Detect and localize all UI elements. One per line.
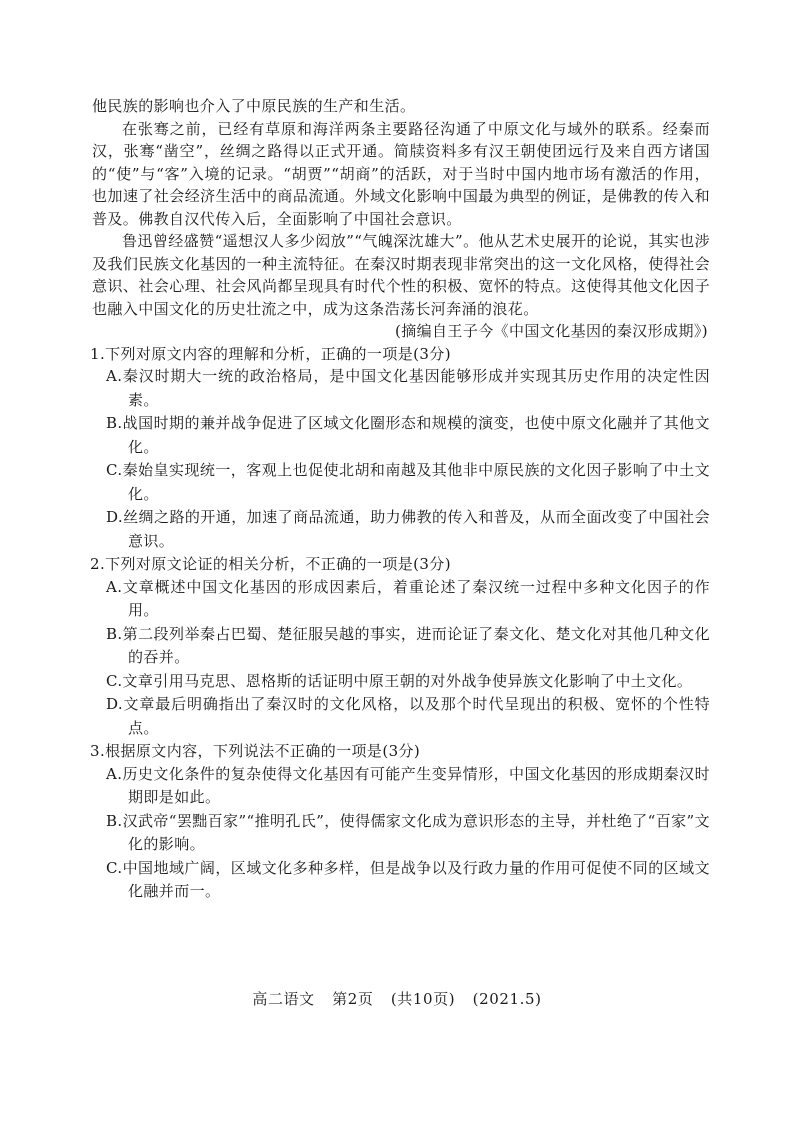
option-a: A.历史文化条件的复杂使得文化基因有可能产生变异情形，中国文化基因的形成期秦汉时期即是如此。 [106,764,710,806]
question-stem: 3.根据原文内容，下列说法不正确的一项是(3分) [90,742,421,760]
option-d: D.丝绸之路的开通，加速了商品流通，助力佛教的传入和普及，从而全面改变了中国社会意识。 [106,508,710,550]
option-a: A.文章概述中国文化基因的形成因素后，着重论述了秦汉统一过程中多种文化因子的作用。 [106,577,710,619]
passage-paragraph-3: 鲁迅曾经盛赞“遥想汉人多少闳放”“气魄深沈雄大”。他从艺术史展开的论说，其实也涉及我们民族文化基因的一种主流特征。在秦汉时期表现非常突出的这一文化风格，使得社会意识、社会心理、社会风尚都呈现具有时代个性的积极、宽怀的特点。这使得其他文化因子也融入中国文化的历史壮流之中，成为这条浩荡长河奔涌的浪花。 [92,232,710,318]
passage-paragraph-1: 他民族的影响也介入了中原民族的生产和生活。 [92,97,416,115]
option-d: D.文章最后明确指出了秦汉时的文化风格，以及那个时代呈现出的积极、宽怀的个性特点。 [106,695,710,737]
question-stem: 1.下列对原文内容的理解和分析，正确的一项是(3分) [90,344,451,363]
footer-total-pages: (共10页) [390,990,456,1008]
option-c: C.文章引用马克思、恩格斯的话证明中原王朝的对外战争使异族文化影响了中土文化。 [106,671,693,690]
passage-source: (摘编自王子今《中国文化基因的秦汉形成期》) [394,322,708,340]
question-1 [92,343,710,554]
option-a: A.秦汉时期大一统的政治格局，是中国文化基因能够形成并实现其历史作用的决定性因素。 [106,367,710,409]
option-c: C.中国地域广阔，区域文化多种多样，但是战争以及行政力量的作用可促使不同的区域文化融并而一。 [106,858,710,900]
page-footer [0,988,794,1009]
footer-subject: 高二语文 [252,990,315,1008]
question-stem: 2.下列对原文论证的相关分析，不正确的一项是(3分) [90,555,451,573]
option-b: B.汉武帝“罢黜百家”“推明孔氏”，使得儒家文化成为意识形态的主导，并杜绝了“百家”文化的影响。 [106,811,711,853]
question-2 [92,553,710,740]
option-c: C.秦始皇实现统一，客观上也促使北胡和南越及其他非中原民族的文化因子影响了中土文化。 [106,461,710,503]
reading-passage [92,95,710,343]
option-b: B.战国时期的兼并战争促进了区域文化圈形态和规模的演变，也使中原文化融并了其他文化。 [106,414,710,456]
option-b: B.第二段列举秦占巴蜀、楚征服吴越的事实，进而论证了秦文化、楚文化对其他几种文化的吞并。 [106,624,710,666]
footer-date: (2021.5) [472,990,542,1008]
footer-page-number: 第2页 [332,990,374,1008]
question-3 [92,740,710,904]
passage-paragraph-2: 在张骞之前，已经有草原和海洋两条主要路径沟通了中原文化与域外的联系。经秦而汉，张骞“凿空”，丝绸之路得以正式开通。简牍资料多有汉王朝使团远行及来自西方诸国的“使”与“客”入境的记录。“胡贾”“胡商”的活跃，对于当时中国内地市场有激活的作用，也加速了社会经济生活中的商品流通。外域文化影响中国最为典型的例证，是佛教的传入和普及。佛教自汉代传入后，全面影响了中国社会意识。 [92,119,710,228]
